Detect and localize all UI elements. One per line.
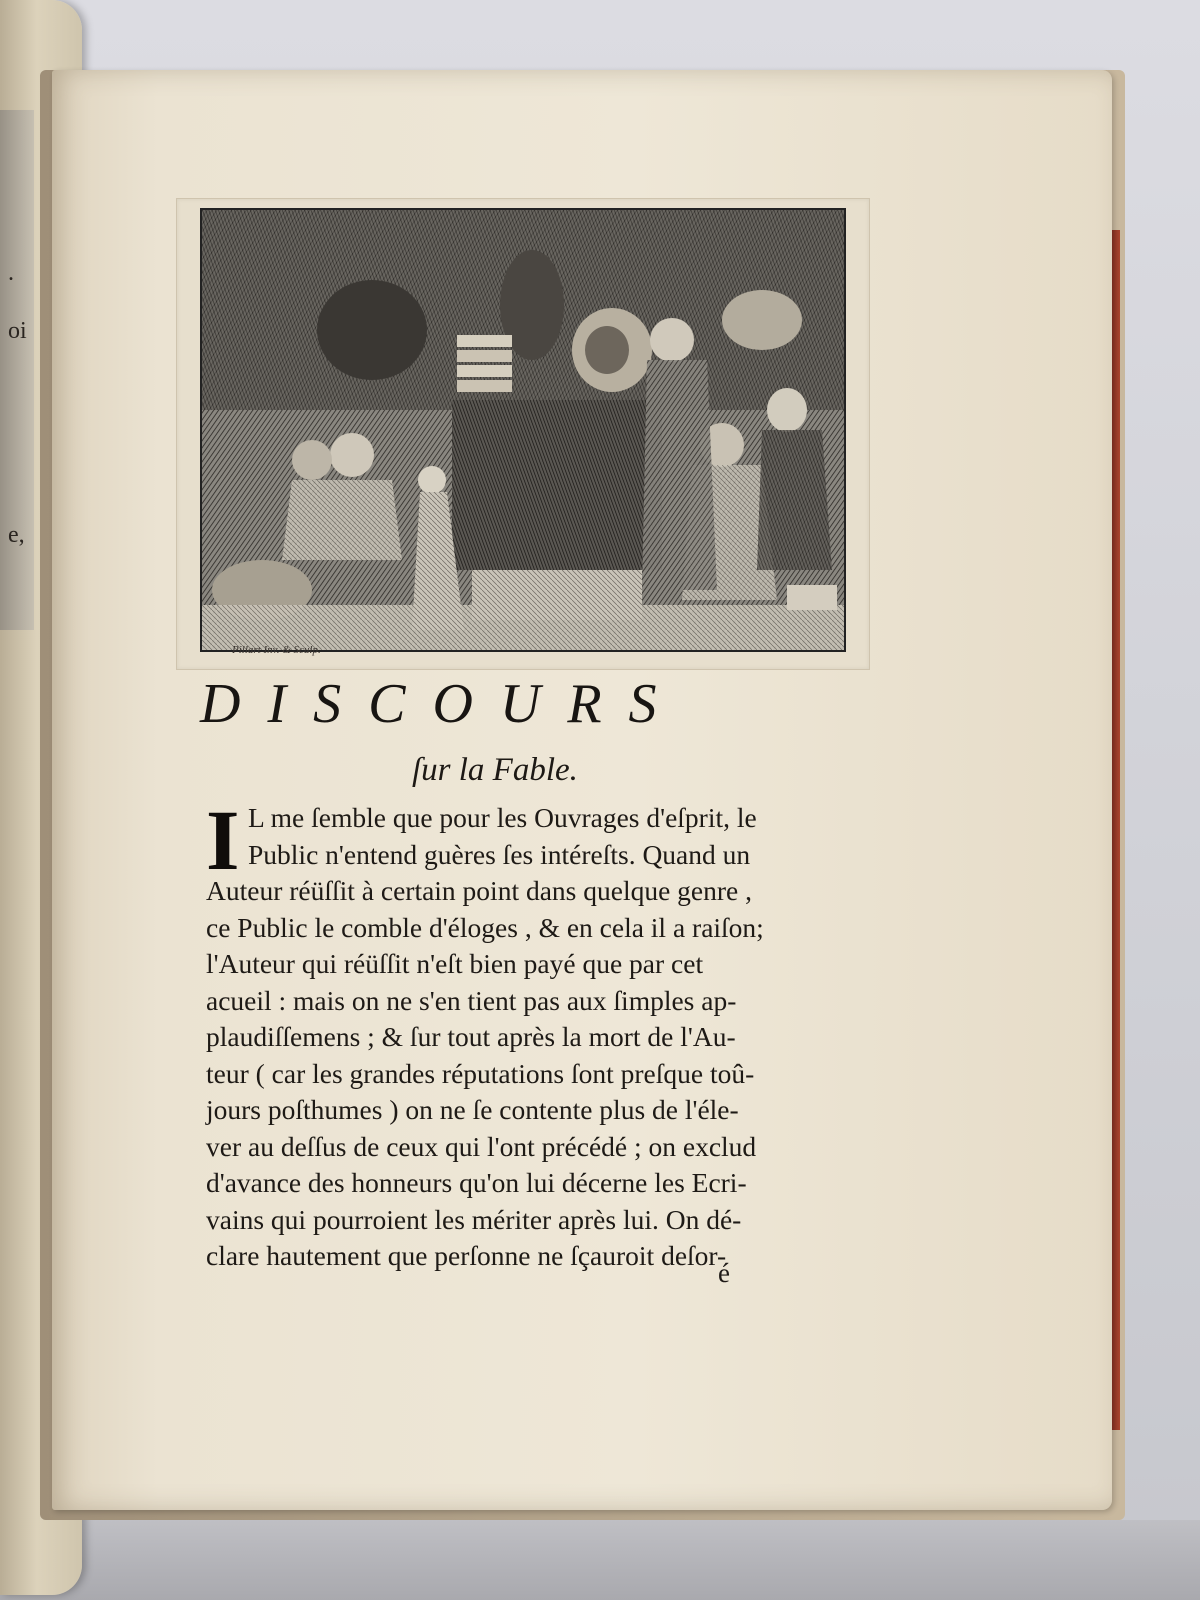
text-line: L me ſemble que pour les Ouvrages d'eſprit, le <box>248 802 757 833</box>
facing-page-glyph: . <box>8 260 14 286</box>
text-line: teur ( car les grandes réputations ſont preſque toû- <box>206 1057 755 1089</box>
text-line: jours poſthumes ) on ne ſe contente plus de l'éle- <box>206 1094 739 1125</box>
engraving-credit: Pillart Inv. & Sculp. <box>232 644 321 656</box>
text-line: l'Auteur qui réüſſit n'eſt bien payé que par cet <box>206 948 704 979</box>
text-line: d'avance des honneurs qu'on lui décerne les Ecri- <box>206 1167 747 1198</box>
text-line: Auteur réüſſit à certain point dans quelque genre , <box>206 875 752 906</box>
text-line: acueil : mais on ne s'en tient pas aux ſimples ap- <box>206 984 737 1016</box>
text-line: vains qui pourroient les mériter après lui. On dé- <box>206 1203 742 1235</box>
table-surface <box>0 1520 1200 1600</box>
facing-page-print <box>0 110 34 630</box>
catchword: é <box>718 1258 730 1288</box>
facing-page-glyph: e, <box>8 522 25 548</box>
text-line: plaudiſſemens ; & ſur tout après la mort de l'Au- <box>206 1021 736 1052</box>
text-line: ce Public le comble d'éloges , & en cela il a raiſon; <box>206 911 764 943</box>
text-line: clare hautement que perſonne ne ſçauroit deſor- <box>206 1240 727 1271</box>
text-line: Public n'entend guères ſes intéreſts. Quand un <box>248 838 751 870</box>
engraving-image <box>202 210 844 650</box>
text-line: ver au deſſus de ceux qui l'ont précédé ; on exclud <box>206 1130 757 1162</box>
page-subtitle: ſur la Fable. <box>412 752 578 788</box>
drop-cap: I <box>206 792 240 888</box>
engraving-illustration <box>200 208 846 652</box>
facing-page-glyph: oi <box>8 318 27 344</box>
page-title: DISCOURS <box>200 673 684 735</box>
body-text <box>206 792 836 1275</box>
